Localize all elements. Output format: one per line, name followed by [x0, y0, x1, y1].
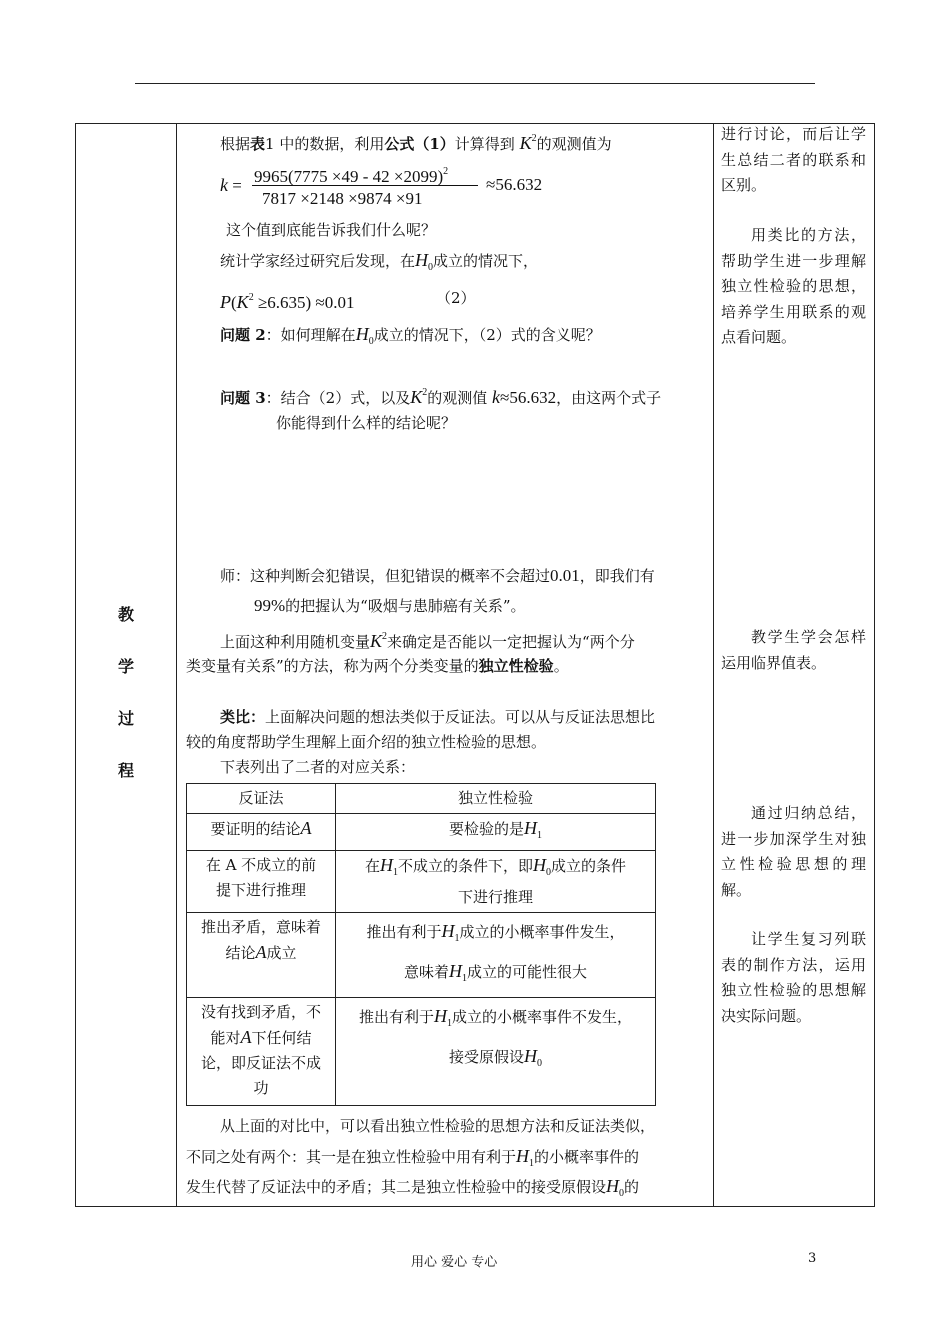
teacher-line2: 99%的把握认为“吸烟与患肺癌有关系”。 — [254, 596, 526, 615]
footer-motto: 用心 爱心 专心 — [411, 1255, 498, 1270]
teacher-line1: 师：这种判断会犯错误，但犯错误的概率不会超过0.01，即我们有 — [220, 566, 655, 585]
conclusion-line3: 发生代替了反证法中的矛盾；其二是独立性检验中的接受原假设$H_0$的 — [186, 1176, 640, 1199]
formula-probability: $P(K^2 \ge 6.635) \approx 0.01$ — [220, 292, 355, 312]
table-row — [187, 814, 656, 851]
formula-tag-2: （2） — [436, 289, 476, 307]
cell-right-4: 推出有利于$H_1$成立的小概率事件不发生， 接受原假设$H_0$ — [336, 998, 656, 1106]
left-label-char-2: 学 — [117, 657, 134, 676]
left-label-char-1: 教 — [117, 605, 134, 624]
note-critical-table: 教学生学会怎样运用临界值表。 — [721, 628, 866, 672]
para-statistician: 统计学家经过研究后发现，在$H_0$成立的情况下， — [220, 250, 539, 273]
left-label-char-3: 过 — [117, 709, 134, 728]
para-question-meaning: 这个值到底能告诉我们什么呢？ — [226, 221, 437, 239]
cell-left-3: 推出矛盾，意味着 结论A成立 — [187, 913, 336, 998]
note-analogy: 用类比的方法，帮助学生进一步理解独立性检验的思想，培养学生用联系的观点看问题。 — [721, 226, 866, 346]
cell-right-1: 要检验的是$H_1$ — [336, 814, 656, 851]
para-table1-intro: 根据表1 中的数据，利用公式（1）计算得到 $K^2$的观测值为 — [220, 133, 612, 153]
cell-left-2: 在 A 不成立的前 提下进行推理 — [187, 851, 336, 913]
independence-test-line2: 类变量有关系”的方法，称为两个分类变量的独立性检验。 — [186, 657, 569, 675]
formula-k-denominator: 7817 ×2148 ×9874 ×91 — [262, 189, 423, 208]
table-header-row — [187, 784, 656, 814]
cell-right-3: 推出有利于$H_1$成立的小概率事件发生， 意味着$H_1$成立的可能性很大 — [336, 913, 656, 998]
analogy-line3: 下表列出了二者的对应关系： — [220, 758, 416, 776]
page-number: 3 — [808, 1251, 817, 1266]
cell-left-4: 没有找到矛盾，不 能对A下任何结 论，即反证法不成 功 — [187, 998, 336, 1106]
conclusion-line1: 从上面的对比中，可以看出独立性检验的思想方法和反证法类似， — [220, 1117, 656, 1135]
cell-right-2: 在$H_1$不成立的条件下，即$H_0$成立的条件 下进行推理 — [336, 851, 656, 913]
analogy-line1: 类比：上面解决问题的想法类似于反证法。可以从与反证法思想比 — [220, 708, 656, 726]
table-row — [187, 913, 656, 998]
conclusion-line2: 不同之处有两个：其一是在独立性检验中用有利于$H_1$的小概率事件的 — [186, 1146, 640, 1169]
note-review: 让学生复习列联表的制作方法，运用独立性检验的思想解决实际问题。 — [721, 930, 866, 1025]
note-summary: 通过归纳总结，进一步加深学生对独立性检验思想的理解。 — [721, 804, 866, 899]
column-divider-right — [713, 124, 714, 1206]
formula-k-var: k = — [220, 175, 242, 195]
question-3-line1: 问题 3：结合（2）式，以及$K^2$的观测值 k≈56.632，由这两个式子 — [220, 387, 662, 407]
header-rule — [135, 83, 815, 84]
lesson-table — [75, 123, 875, 1207]
independence-test-line1: 上面这种利用随机变量$K^2$来确定是否能以一定把握认为“两个分 — [220, 631, 635, 651]
analogy-line2: 较的角度帮助学生理解上面介绍的独立性检验的思想。 — [186, 733, 547, 751]
header-independence-test: 独立性检验 — [336, 784, 656, 814]
header-proof-by-contradiction: 反证法 — [187, 784, 336, 814]
comparison-table — [186, 783, 656, 1106]
question-3-line2: 你能得到什么样的结论呢？ — [276, 414, 457, 432]
note-discussion: 进行讨论，而后让学生总结二者的联系和区别。 — [721, 125, 866, 194]
formula-k-approx: ≈56.632 — [486, 175, 543, 194]
table-row — [187, 851, 656, 913]
table-row — [187, 998, 656, 1106]
formula-k-numerator: $9965(7775 \times 49 - 42 \times 2099)^2$ — [254, 166, 449, 186]
left-label-char-4: 程 — [117, 761, 134, 780]
column-divider-left — [176, 124, 177, 1206]
fraction-bar — [252, 185, 478, 186]
cell-left-1: 要证明的结论A — [187, 814, 336, 851]
question-2: 问题 2：如何理解在$H_0$成立的情况下，（2）式的含义呢？ — [220, 324, 601, 347]
